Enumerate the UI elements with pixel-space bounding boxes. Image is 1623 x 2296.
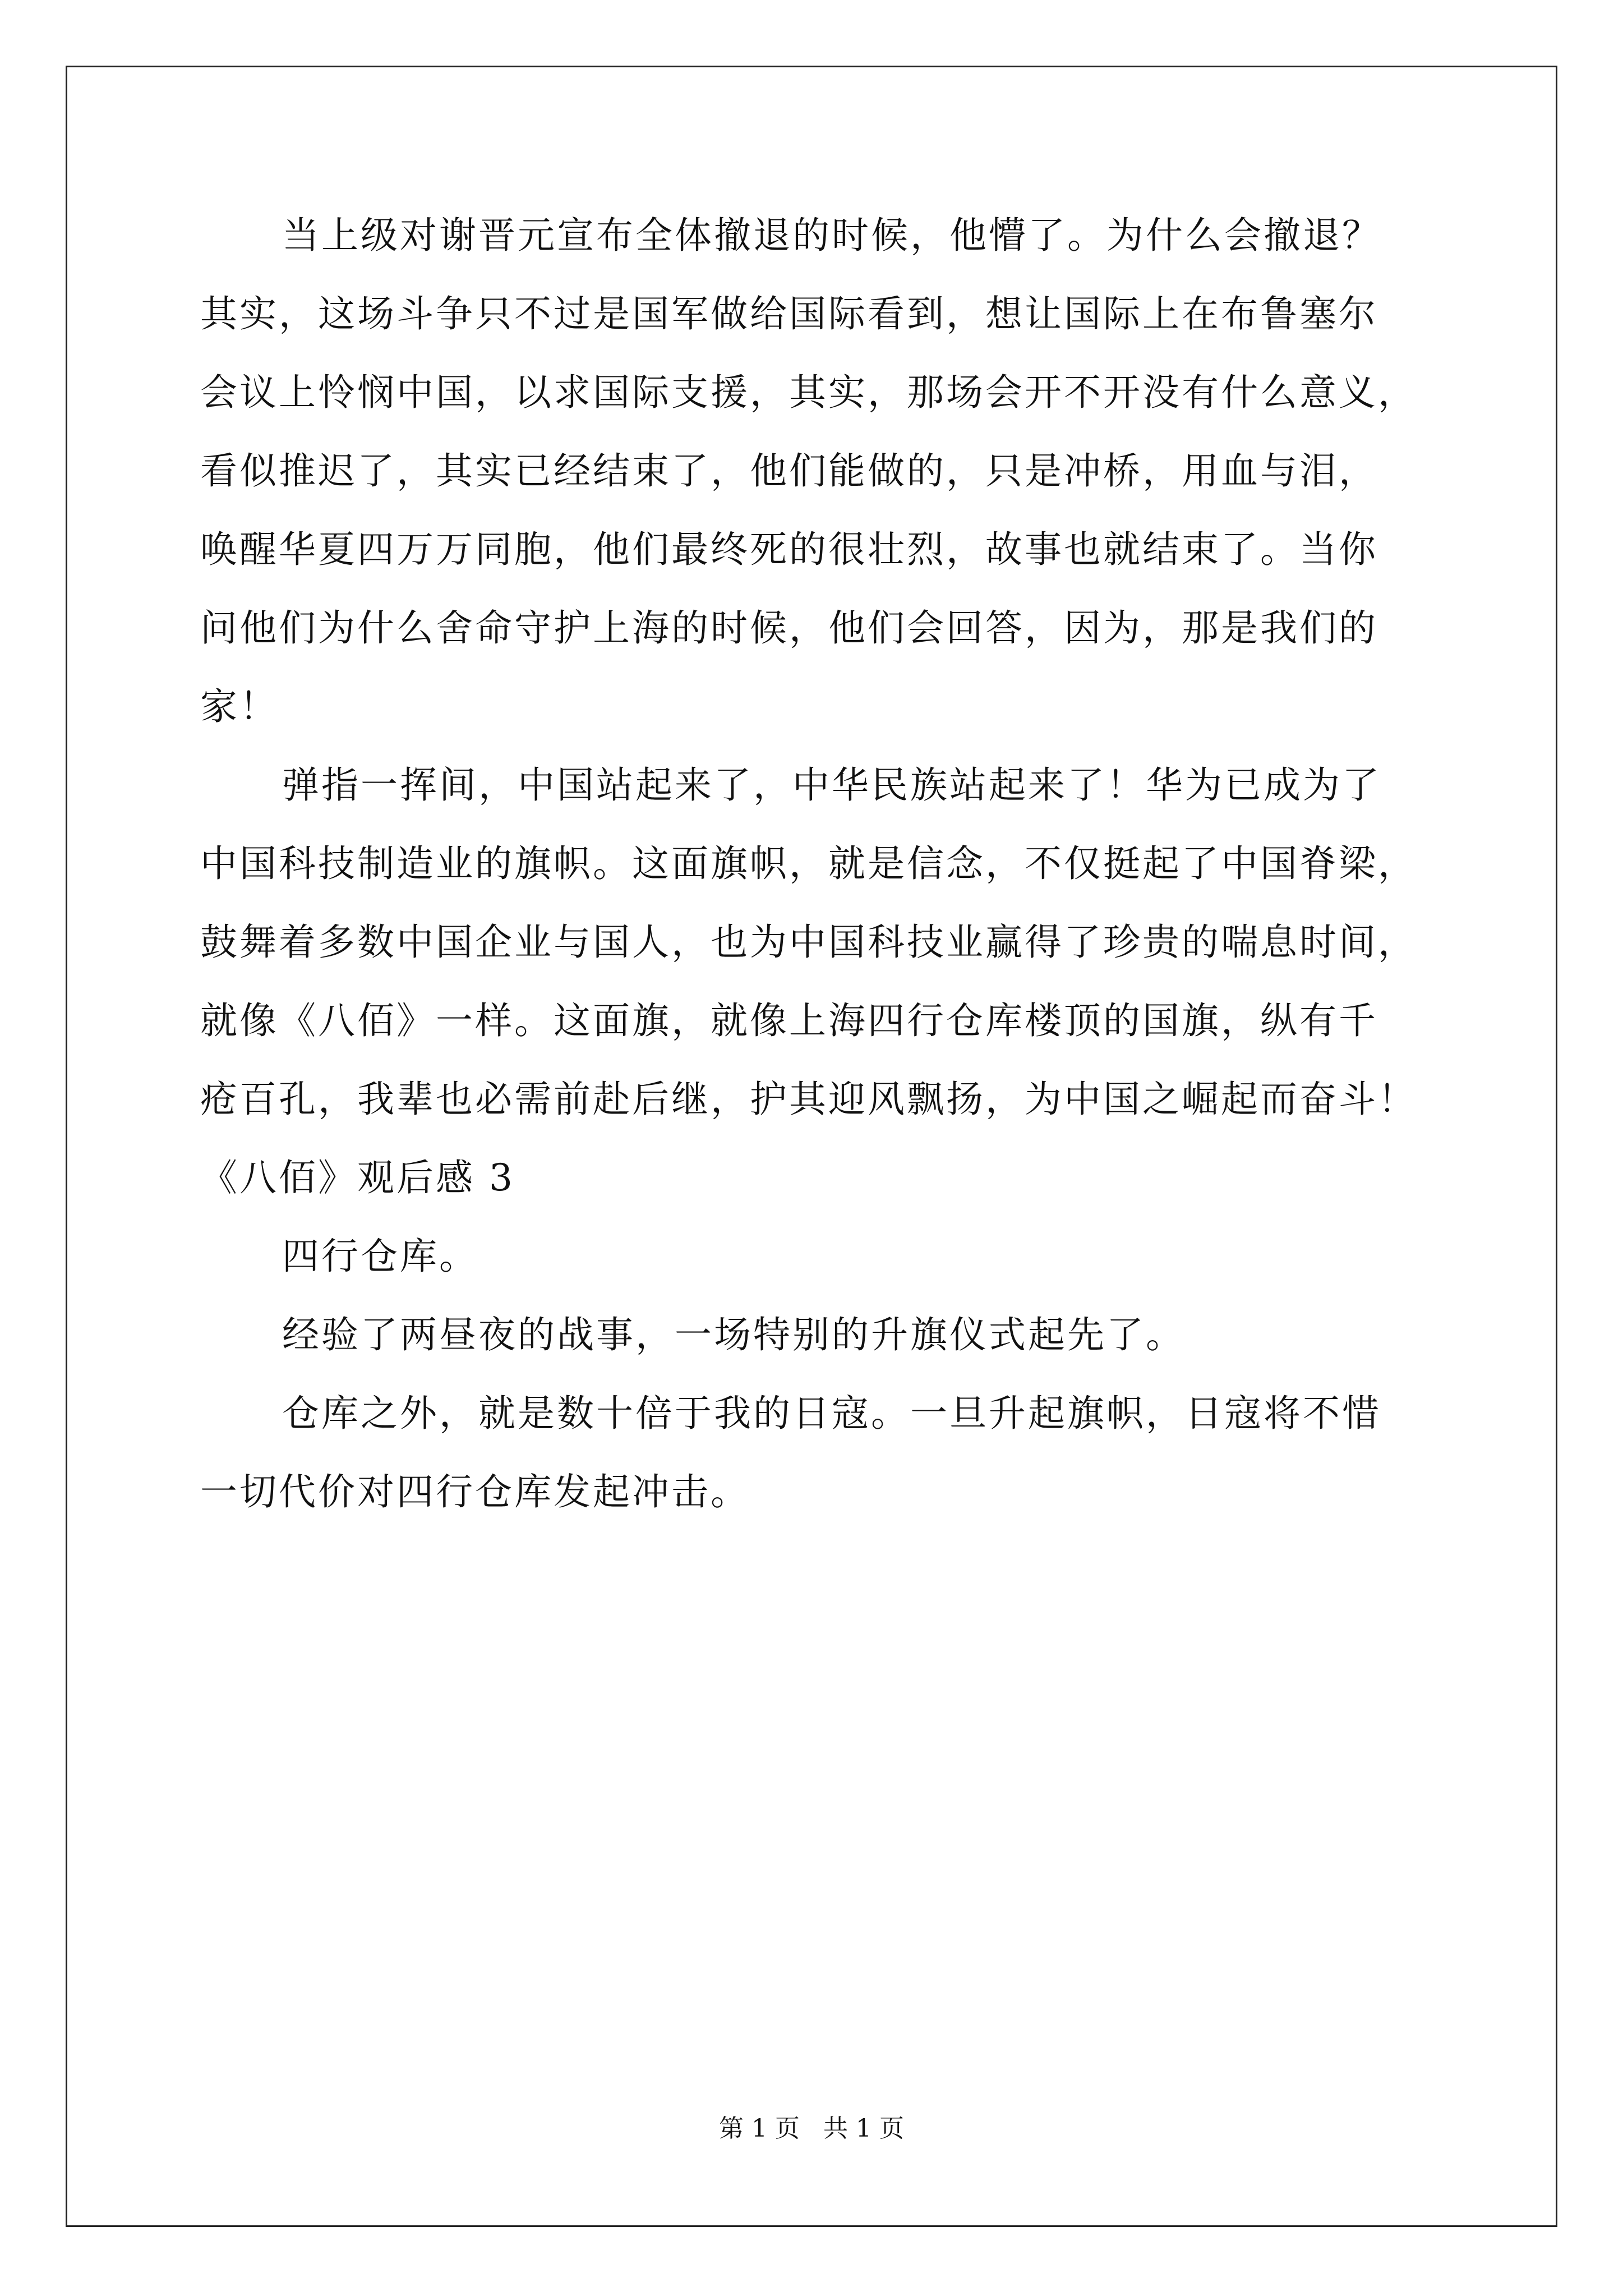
text-line: 弹指一挥间，中国站起来了，中华民族站起来了！华为已成为了	[282, 763, 1381, 807]
text-line: 鼓舞着多数中国企业与国人，也为中国科技业赢得了珍贵的喘息时间，	[200, 921, 1417, 964]
text-line: 就像《八佰》一样。这面旗，就像上海四行仓库楼顶的国旗，纵有千	[200, 999, 1378, 1042]
text-line: 唤醒华夏四万万同胞，他们最终死的很壮烈，故事也就结束了。当你	[200, 528, 1378, 571]
text-line: 当上级对谢晋元宣布全体撤退的时候，他懵了。为什么会撤退？	[282, 214, 1381, 257]
text-line: 仓库之外，就是数十倍于我的日寇。一旦升起旗帜，日寇将不惜	[282, 1392, 1381, 1435]
text-line: 其实，这场斗争只不过是国军做给国际看到，想让国际上在布鲁塞尔	[200, 292, 1378, 335]
text-line: 经验了两昼夜的战事，一场特别的升旗仪式起先了。	[282, 1313, 1185, 1356]
text-line: 问他们为什么舍命守护上海的时候，他们会回答，因为，那是我们的	[200, 606, 1378, 650]
text-line: 中国科技制造业的旗帜。这面旗帜，就是信念，不仅挺起了中国脊梁，	[200, 842, 1417, 885]
text-line: 会议上怜悯中国，以求国际支援，其实，那场会开不开没有什么意义，	[200, 371, 1417, 414]
text-line: 家！	[200, 685, 279, 728]
text-line: 疮百孔，我辈也必需前赴后继，护其迎风飘扬，为中国之崛起而奋斗！	[200, 1078, 1417, 1121]
text-line: 四行仓库。	[282, 1235, 478, 1278]
section-heading: 《八佰》观后感 3	[200, 1156, 515, 1199]
page-number-footer: 第 1 页 共 1 页	[719, 2114, 904, 2143]
document-body	[200, 196, 1451, 1531]
text-line: 一切代价对四行仓库发起冲击。	[200, 1470, 750, 1513]
text-line: 看似推迟了，其实已经结束了，他们能做的，只是冲桥，用血与泪，	[200, 449, 1378, 493]
